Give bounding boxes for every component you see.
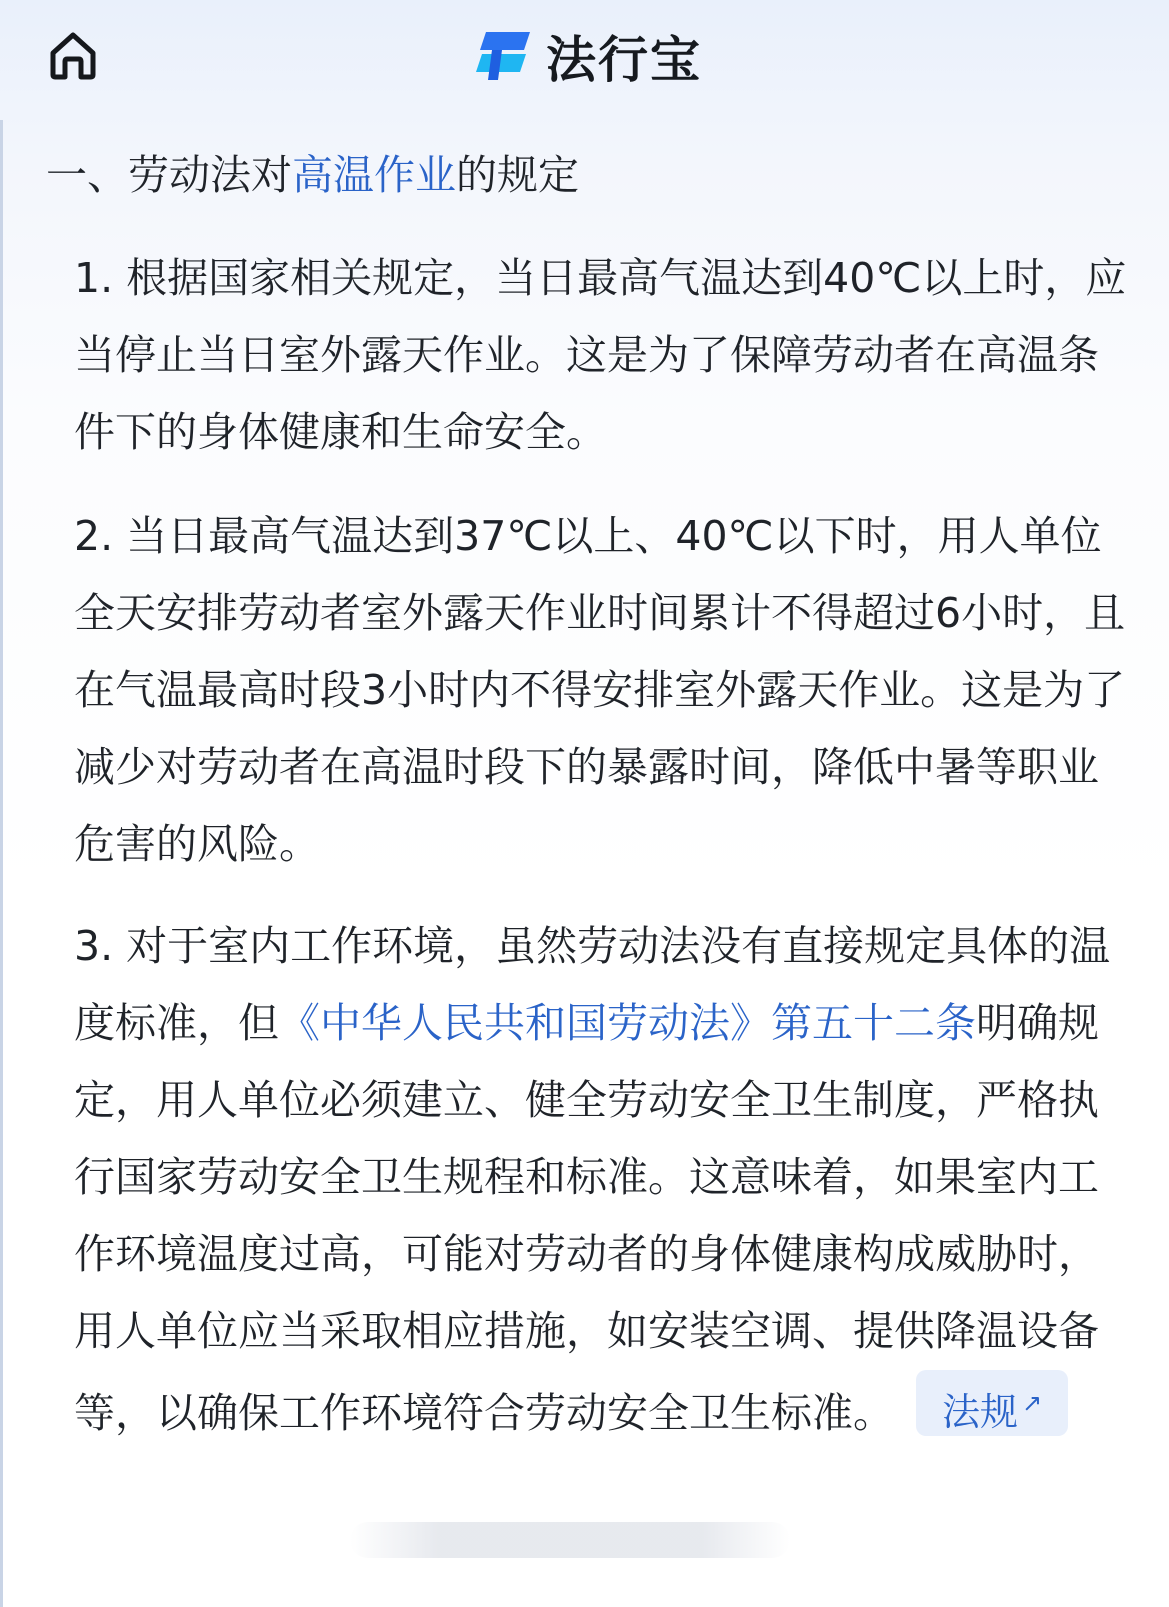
law-reference-label: 法规 <box>942 1390 1019 1434</box>
section-title-prefix: 一、劳动法对 <box>46 151 292 199</box>
app-header <box>0 0 1169 112</box>
brand-name: 法行宝 <box>546 31 702 89</box>
section-title-suffix: 的规定 <box>456 151 579 199</box>
external-arrow-icon: ↗ <box>1022 1389 1043 1417</box>
paragraph-3-text-b: 明确规定，用人单位必须建立、健全劳动安全卫生制度，严格执行国家劳动安全卫生规程和标准。这意味着，如果室内工作环境温度过高，可能对劳动者的身体健康构成威胁时，用人单位应当采取相应措施，如安装空调、提供降温设备等，以确保工作环境符合劳动安全卫生标准。 <box>74 999 1099 1437</box>
paragraph-1: 1. 根据国家相关规定，当日最高气温达到40℃以上时，应当停止当日室外露天作业。这是为了保障劳动者在高温条件下的身体健康和生命安全。 <box>74 254 1127 456</box>
section-title <box>46 146 579 204</box>
home-button[interactable] <box>44 26 102 84</box>
paragraph-3 <box>74 908 1134 1452</box>
left-edge-divider <box>0 120 3 1607</box>
home-icon <box>45 27 101 83</box>
paragraph-3-text-a: 3. 对于室内工作环境，虽然劳动法没有直接规定具体的温度标准，但 <box>74 922 1111 1047</box>
paragraph-2: 2. 当日最高气温达到37℃以上、40℃以下时，用人单位全天安排劳动者室外露天作业时间累计不得超过6小时，且在气温最高时段3小时内不得安排室外露天作业。这是为了减少对劳动者在高温时段下的暴露时间，降低中暑等职业危害的风险。 <box>74 512 1126 868</box>
law-reference-button[interactable] <box>916 1370 1068 1436</box>
watermark-bar <box>350 1522 790 1558</box>
brand <box>472 26 702 89</box>
brand-logo-icon <box>472 28 536 84</box>
high-temp-work-link[interactable]: 高温作业 <box>292 151 456 199</box>
labor-law-article-52-link[interactable]: 《中华人民共和国劳动法》第五十二条 <box>279 999 976 1047</box>
